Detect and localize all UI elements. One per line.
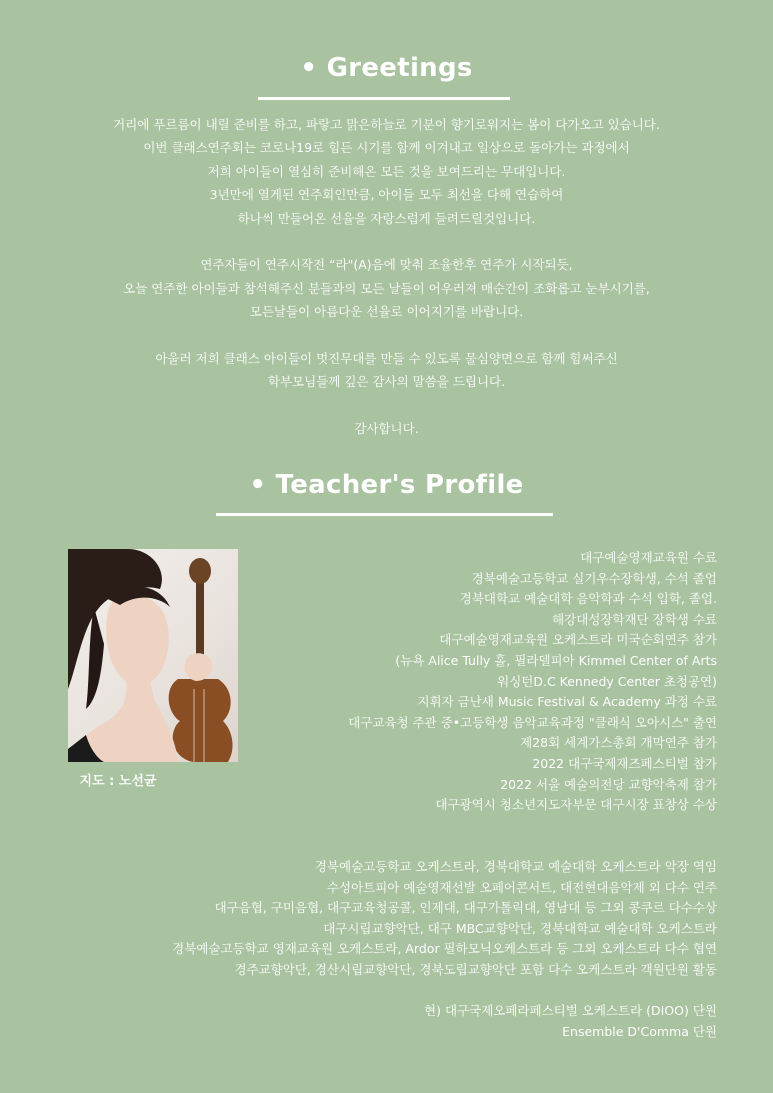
profile-entry: Ensemble D'Comma 단원 xyxy=(562,1023,717,1039)
profile-entry: 대구예술영재교육원 수료 xyxy=(580,550,717,565)
greetings-line: 저희 아이들이 열심히 준비해온 모든 것을 보여드리는 무대입니다. xyxy=(207,163,566,179)
profile-entry: 경북예술고등학교 오케스트라, 경북대학교 예술대학 오케스트라 악장 역임 xyxy=(314,858,717,874)
profile-entry: 경북대학교 예술대학 음악학과 수석 입학, 졸업. xyxy=(459,591,717,607)
profile-entry: 대구광역시 청소년지도자부문 대구시장 표창상 수상 xyxy=(435,797,717,813)
greetings-line: 거리에 푸르름이 내릴 준비를 하고, 파랗고 맑은하늘로 기분이 향기로워지는 봄이 다가오고 있습니다. xyxy=(113,117,660,132)
profile-underline xyxy=(216,513,553,516)
teacher-name-caption: 지도 : 노선균 xyxy=(79,774,157,789)
profile-entry: 제28회 세계가스총회 개막연주 참가 xyxy=(520,735,717,751)
profile-entry: 대구시립교향악단, 대구 MBC교향악단, 경북대학교 예술대학 오케스트라 xyxy=(323,920,717,936)
profile-entry: 워싱턴D.C Kennedy Center 초청공연) xyxy=(497,673,717,689)
greetings-title: • Greetings xyxy=(300,53,473,83)
greetings-line: 오늘 연주한 아이들과 참석해주신 분들과의 모든 날들이 어우러져 매순간이 조화롭고 눈부시기를, xyxy=(123,280,650,296)
profile-entry: 수성아트피아 예술영재선발 오페어콘서트, 대전현대음악제 외 다수 연주 xyxy=(326,879,717,895)
greetings-closing xyxy=(40,417,733,440)
profile-spacer xyxy=(37,980,717,1001)
profile-title: • Teacher's Profile xyxy=(249,470,524,500)
greetings-line: 연주자들이 연주시작전 “라"(A)음에 맞춰 조율한후 연주가 시작되듯, xyxy=(200,257,573,273)
profile-entry: 현) 대구국제오페라페스티벌 오케스트라 (DIOO) 단원 xyxy=(424,1003,717,1019)
greetings-paragraph-1 xyxy=(40,113,733,230)
greetings-paragraph-2 xyxy=(40,253,733,323)
greetings-line: 학부모님들께 깊은 감사의 말씀을 드립니다. xyxy=(267,374,506,390)
greetings-paragraph-3 xyxy=(40,347,733,394)
profile-spacer xyxy=(37,836,717,857)
greetings-underline xyxy=(258,97,510,100)
greetings-line: 모든날들이 아름다운 선율로 이어지기를 바랍니다. xyxy=(249,304,524,320)
greetings-body xyxy=(40,113,733,464)
greetings-line: 감사합니다. xyxy=(354,421,419,437)
profile-entry: 해강대성장학재단 장학생 수료 xyxy=(552,611,717,627)
greetings-line: 이번 클래스연주회는 코로나19로 힘든 시기를 함께 이겨내고 일상으로 돌아가는 과정에서 xyxy=(143,140,630,156)
greetings-line: 하나씩 만들어온 선율을 자랑스럽게 들려드릴것입니다. xyxy=(237,210,536,226)
profile-entry: 2022 대구국제재즈페스티벌 참가 xyxy=(532,755,717,771)
profile-entry: (뉴욕 Alice Tully 홀, 필라델피아 Kimmel Center of Arts xyxy=(395,652,717,668)
profile-details xyxy=(37,548,717,1042)
profile-entry: 대구예술영재교육원 오케스트라 미국순회연주 참가 xyxy=(439,632,717,648)
profile-entry: 대구음협, 구미음협, 대구교육청공콜, 인제대, 대구가톨릭대, 영남대 등 그외 콩쿠르 다수수상 xyxy=(214,900,717,916)
profile-entry: 경북예술고등학교 실기우수장학생, 수석 졸업 xyxy=(471,570,717,586)
greetings-line: 아울러 저희 클래스 아이들이 멋진무대를 만들 수 있도록 물심양면으로 함께 힘써주신 xyxy=(155,351,618,367)
profile-spacer xyxy=(37,816,717,837)
profile-entry: 경주교향악단, 경산시립교향악단, 경북도립교향악단 포함 다수 오케스트라 객원단원 활동 xyxy=(234,961,717,977)
profile-entry: 2022 서울 예술의전당 교향악축제 참가 xyxy=(500,776,717,792)
profile-entry: 대구교육청 주관 중•고등학생 음악교육과정 "클래식 오아시스" 출연 xyxy=(348,714,717,730)
greetings-line: 3년만에 열게된 연주회인만큼, 아이들 모두 최선을 다해 연습하여 xyxy=(209,187,564,203)
profile-entry: 지휘자 금난새 Music Festival & Academy 과정 수료 xyxy=(417,694,717,710)
profile-entry: 경북예술고등학교 영재교육원 오케스트라, Ardor 필하모닉오케스트라 등 그외 오케스트라 다수 협연 xyxy=(172,941,717,957)
